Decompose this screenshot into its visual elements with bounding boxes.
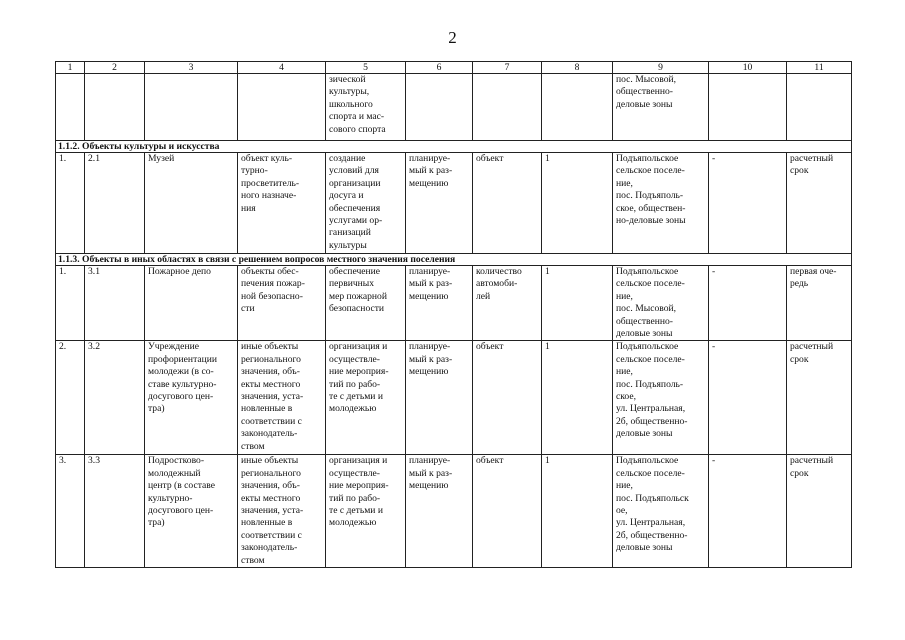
type-cell: объекты обес- печения пожар- ной безопасно- сти	[238, 266, 326, 341]
table-row	[56, 266, 852, 341]
location-cell: Подъяпольское сельское поселе- ние, пос. Мысовой, общественно- деловые зоны	[613, 266, 709, 341]
status-cell: планируе- мый к раз- мещению	[406, 341, 473, 455]
section-title: 1.1.3. Объекты в иных областях в связи с решением вопросов местного значения поселения	[56, 254, 852, 266]
code-cell: 3.1	[85, 266, 145, 341]
row-number-cell: 1.	[56, 153, 85, 254]
column-number: 9	[613, 62, 709, 74]
row-number-cell: 1.	[56, 266, 85, 341]
column-number: 7	[473, 62, 542, 74]
status-cell: планируе- мый к раз- мещению	[406, 153, 473, 254]
code-cell: 3.2	[85, 341, 145, 455]
indicator-cell	[473, 74, 542, 141]
row-number-cell	[56, 74, 85, 141]
name-cell: Музей	[145, 153, 238, 254]
row-number-cell: 2.	[56, 341, 85, 455]
location-cell: Подъяпольское сельское поселе- ние, пос. Подъяполь- ское, ул. Центральная, 2б, общественно- деловые зоны	[613, 341, 709, 455]
name-cell: Пожарное депо	[145, 266, 238, 341]
table-row	[56, 341, 852, 455]
code-cell: 2.1	[85, 153, 145, 254]
indicator-cell: количество автомоби- лей	[473, 266, 542, 341]
type-cell	[238, 74, 326, 141]
column-number: 5	[326, 62, 406, 74]
location-cell: пос. Мысовой, общественно- деловые зоны	[613, 74, 709, 141]
table-row	[56, 74, 852, 141]
column-number: 8	[542, 62, 613, 74]
column-number: 6	[406, 62, 473, 74]
zone-cell: -	[709, 266, 787, 341]
type-cell: иные объекты регионального значения, объ- екты местного значения, уста- новленные в соответствии с законодатель- ством	[238, 341, 326, 455]
quantity-cell: 1	[542, 266, 613, 341]
page-number: 2	[448, 28, 457, 47]
code-cell	[85, 74, 145, 141]
column-number: 10	[709, 62, 787, 74]
name-cell	[145, 74, 238, 141]
column-number: 1	[56, 62, 85, 74]
zone-cell: -	[709, 341, 787, 455]
purpose-cell: организация и осуществле- ние мероприя- тий по рабо- те с детьми и молодежью	[326, 341, 406, 455]
purpose-cell: обеспечение первичных мер пожарной безопасности	[326, 266, 406, 341]
section-header-row	[56, 141, 852, 153]
location-cell: Подъяпольское сельское поселе- ние, пос. Подъяпольск ое, ул. Центральная, 2б, общественно- деловые зоны	[613, 455, 709, 568]
type-cell: объект куль- турно- просветитель- ного назначе- ния	[238, 153, 326, 254]
indicator-cell: объект	[473, 153, 542, 254]
status-cell	[406, 74, 473, 141]
purpose-cell: зической культуры, школьного спорта и мас- сового спорта	[326, 74, 406, 141]
section-header-row	[56, 254, 852, 266]
indicator-cell: объект	[473, 455, 542, 568]
indicator-cell: объект	[473, 341, 542, 455]
table-body	[56, 62, 852, 568]
term-cell: расчетный срок	[787, 455, 852, 568]
zone-cell: -	[709, 153, 787, 254]
name-cell: Подростково- молодежный центр (в составе культурно- досугового цен- тра)	[145, 455, 238, 568]
quantity-cell: 1	[542, 341, 613, 455]
row-number-cell: 3.	[56, 455, 85, 568]
status-cell: планируе- мый к раз- мещению	[406, 266, 473, 341]
column-number: 11	[787, 62, 852, 74]
table-row	[56, 455, 852, 568]
table-row	[56, 153, 852, 254]
type-cell: иные объекты регионального значения, объ- екты местного значения, уста- новленные в соответствии с законодатель- ством	[238, 455, 326, 568]
quantity-cell	[542, 74, 613, 141]
name-cell: Учреждение профориентации молодежи (в со- ставе культурно- досугового цен- тра)	[145, 341, 238, 455]
term-cell: расчетный срок	[787, 153, 852, 254]
column-number: 2	[85, 62, 145, 74]
column-number: 3	[145, 62, 238, 74]
zone-cell: -	[709, 455, 787, 568]
objects-table	[55, 61, 852, 568]
zone-cell	[709, 74, 787, 141]
term-cell: первая оче- редь	[787, 266, 852, 341]
column-number-row	[56, 62, 852, 74]
status-cell: планируе- мый к раз- мещению	[406, 455, 473, 568]
term-cell: расчетный срок	[787, 341, 852, 455]
location-cell: Подъяпольское сельское поселе- ние, пос. Подъяполь- ское, обществен- но-деловые зоны	[613, 153, 709, 254]
purpose-cell: организация и осуществле- ние мероприя- тий по рабо- те с детьми и молодежью	[326, 455, 406, 568]
purpose-cell: создание условий для организации досуга и обеспечения услугами ор- ганизаций культуры	[326, 153, 406, 254]
quantity-cell: 1	[542, 153, 613, 254]
quantity-cell: 1	[542, 455, 613, 568]
column-number: 4	[238, 62, 326, 74]
code-cell: 3.3	[85, 455, 145, 568]
section-title: 1.1.2. Объекты культуры и искусства	[56, 141, 852, 153]
term-cell	[787, 74, 852, 141]
